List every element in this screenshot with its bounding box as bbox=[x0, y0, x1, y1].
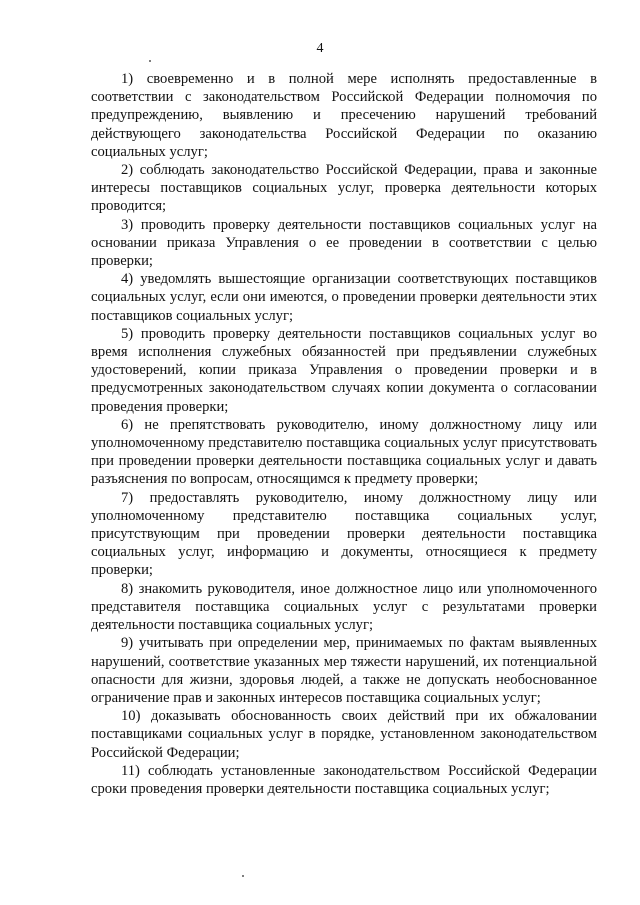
scan-speck bbox=[149, 60, 151, 62]
document-body bbox=[91, 70, 597, 798]
paragraph-item-6: 6) не препятствовать руководителю, иному должностному лицу или уполномоченному представителю поставщика социальных услуг присутствовать при проведении проверки деятельности поставщика социальных услуг и давать разъяснения по вопросам, относящимся к предмету проверки; bbox=[91, 416, 597, 488]
paragraph-item-3: 3) проводить проверку деятельности поставщиков социальных услуг на основании приказа Управления о ее проведении в соответствии с целью проверки; bbox=[91, 216, 597, 270]
page-number: 4 bbox=[316, 41, 324, 56]
paragraph-item-9: 9) учитывать при определении мер, принимаемых по фактам выявленных нарушений, соответствие указанных мер тяжести нарушений, их потенциальной опасности для жизни, здоровья людей, а также не допускать необоснованное ограничение прав и законных интересов поставщика социальных услуг; bbox=[91, 635, 597, 706]
scan-speck bbox=[242, 875, 244, 877]
paragraph-item-7: 7) предоставлять руководителю, иному должностному лицу или уполномоченному представителю поставщика социальных услуг, присутствующим при проведении проверки деятельности поставщика социальных услуг, информацию и документы, относящиеся к предмету проверки; bbox=[91, 489, 597, 579]
paragraph-item-5: 5) проводить проверку деятельности поставщиков социальных услуг во время исполнения служебных обязанностей при предъявлении служебных удостоверений, копии приказа Управления о проведении проверки и в предусмотренных законодательством случаях копии документа о согласовании проведения проверки; bbox=[91, 325, 597, 415]
paragraph-item-2: 2) соблюдать законодательство Российской Федерации, права и законные интересы поставщиков социальных услуг, проверка деятельности которых проводится; bbox=[91, 162, 597, 215]
paragraph-item-1: 1) своевременно и в полной мере исполнять предоставленные в соответствии с законодательством Российской Федерации полномочия по предупреждению, выявлению и пресечению нарушений требований действующего законодательства Российской Федерации по оказанию социальных услуг; bbox=[91, 71, 597, 160]
paragraph-item-8: 8) знакомить руководителя, иное должностное лицо или уполномоченного представителя поставщика социальных услуг с результатами проверки деятельности поставщика социальных услуг; bbox=[91, 580, 597, 634]
paragraph-item-4: 4) уведомлять вышестоящие организации соответствующих поставщиков социальных услуг, если они имеются, о проведении проверки деятельности этих поставщиков социальных услуг; bbox=[91, 271, 597, 324]
paragraph-item-10: 10) доказывать обоснованность своих действий при их обжаловании поставщиками социальных услуг в порядке, установленном законодательством Российской Федерации; bbox=[91, 708, 597, 761]
paragraph-item-11: 11) соблюдать установленные законодательством Российской Федерации сроки проведения проверки деятельности поставщика социальных услуг; bbox=[91, 762, 597, 797]
